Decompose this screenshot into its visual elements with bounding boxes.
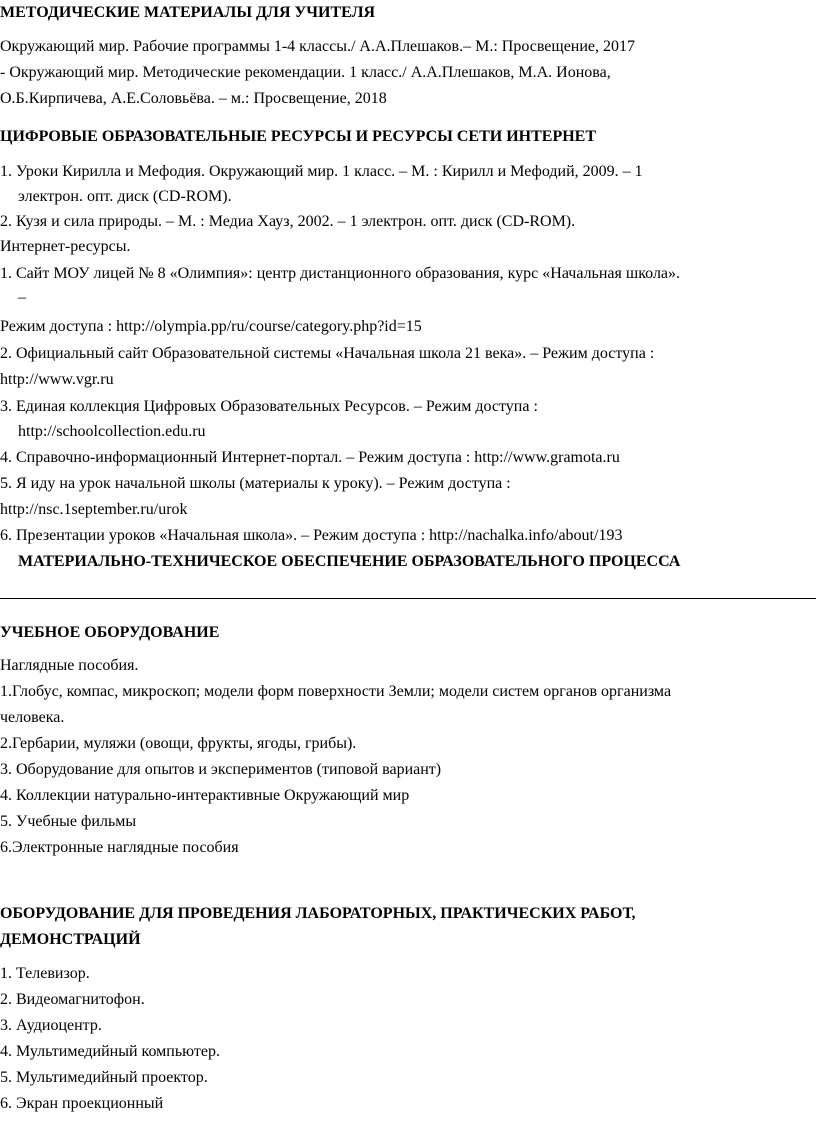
resource-line: 4. Справочно-информационный Интернет-портал. – Режим доступа : http://www.gramota.ru [0, 449, 620, 466]
resource-line: 1. Уроки Кирилла и Мефодия. Окружающий мир. 1 класс. – М. : Кирилл и Мефодий, 2009. – 1 [0, 163, 643, 180]
resource-line: http://www.vgr.ru [0, 371, 114, 388]
equipment-line: 3. Оборудование для опытов и экспериментов (типовой вариант) [0, 761, 442, 778]
heading-equipment: УЧЕБНОЕ ОБОРУДОВАНИЕ [0, 624, 220, 641]
lab-equipment-line: 6. Экран проекционный [0, 1095, 164, 1112]
heading-lab-equipment-cont: ДЕМОНСТРАЦИЙ [0, 931, 141, 948]
resource-line: 1. Сайт МОУ лицей № 8 «Олимпия»: центр дистанционного образования, курс «Начальная школа». [0, 265, 681, 282]
lab-equipment-line: 1. Телевизор. [0, 965, 90, 982]
section-divider [0, 598, 816, 599]
teacher-materials-line: - Окружающий мир. Методические рекомендации. 1 класс./ А.А.Плешаков, М.А. Ионова, [0, 64, 611, 81]
heading-digital-resources: ЦИФРОВЫЕ ОБРАЗОВАТЕЛЬНЫЕ РЕСУРСЫ И РЕСУРСЫ СЕТИ ИНТЕРНЕТ [0, 128, 596, 145]
resource-line: Интернет-ресурсы. [0, 238, 131, 255]
equipment-line: Наглядные пособия. [0, 657, 139, 674]
resource-line: 2. Кузя и сила природы. – М. : Медиа Хауз, 2002. – 1 электрон. опт. диск (CD-ROM). [0, 213, 576, 230]
heading-material-support: МАТЕРИАЛЬНО-ТЕХНИЧЕСКОЕ ОБЕСПЕЧЕНИЕ ОБРАЗОВАТЕЛЬНОГО ПРОЦЕССА [18, 553, 681, 570]
equipment-line: 4. Коллекции натурально-интерактивные Окружающий мир [0, 787, 410, 804]
resource-line: 3. Единая коллекция Цифровых Образовательных Ресурсов. – Режим доступа : [0, 398, 538, 415]
lab-equipment-line: 3. Аудиоцентр. [0, 1017, 102, 1034]
equipment-line: 2.Гербарии, муляжи (овощи, фрукты, ягоды, грибы). [0, 735, 357, 752]
lab-equipment-line: 2. Видеомагнитофон. [0, 991, 145, 1008]
equipment-line: 1.Глобус, компас, микроскоп; модели форм поверхности Земли; модели систем органов организма [0, 683, 672, 700]
resource-line: http://schoolcollection.edu.ru [18, 423, 206, 440]
equipment-line: человека. [0, 709, 65, 726]
resource-line: Режим доступа : http://olympia.pp/ru/course/category.php?id=15 [0, 318, 422, 335]
heading-teacher-materials: МЕТОДИЧЕСКИЕ МАТЕРИАЛЫ ДЛЯ УЧИТЕЛЯ [0, 4, 376, 21]
lab-equipment-line: 4. Мультимедийный компьютер. [0, 1043, 220, 1060]
teacher-materials-line: О.Б.Кирпичева, А.Е.Соловьёва. – м.: Просвещение, 2018 [0, 90, 387, 107]
heading-lab-equipment: ОБОРУДОВАНИЕ ДЛЯ ПРОВЕДЕНИЯ ЛАБОРАТОРНЫХ, ПРАКТИЧЕСКИХ РАБОТ, [0, 905, 636, 922]
resource-line: 2. Официальный сайт Образовательной системы «Начальная школа 21 века». – Режим доступа : [0, 345, 655, 362]
lab-equipment-line: 5. Мультимедийный проектор. [0, 1069, 208, 1086]
resource-line: http://nsc.1september.ru/urok [0, 501, 188, 518]
resource-line: – [18, 289, 26, 306]
resource-line: электрон. опт. диск (CD-ROM). [18, 188, 232, 205]
resource-line: 5. Я иду на урок начальной школы (материалы к уроку). – Режим доступа : [0, 475, 511, 492]
equipment-line: 5. Учебные фильмы [0, 813, 137, 830]
resource-line: 6. Презентации уроков «Начальная школа». – Режим доступа : http://nachalka.info/about/193 [0, 527, 623, 544]
equipment-line: 6.Электронные наглядные пособия [0, 839, 239, 856]
teacher-materials-line: Окружающий мир. Рабочие программы 1-4 классы./ А.А.Плешаков.– М.: Просвещение, 2017 [0, 38, 636, 55]
